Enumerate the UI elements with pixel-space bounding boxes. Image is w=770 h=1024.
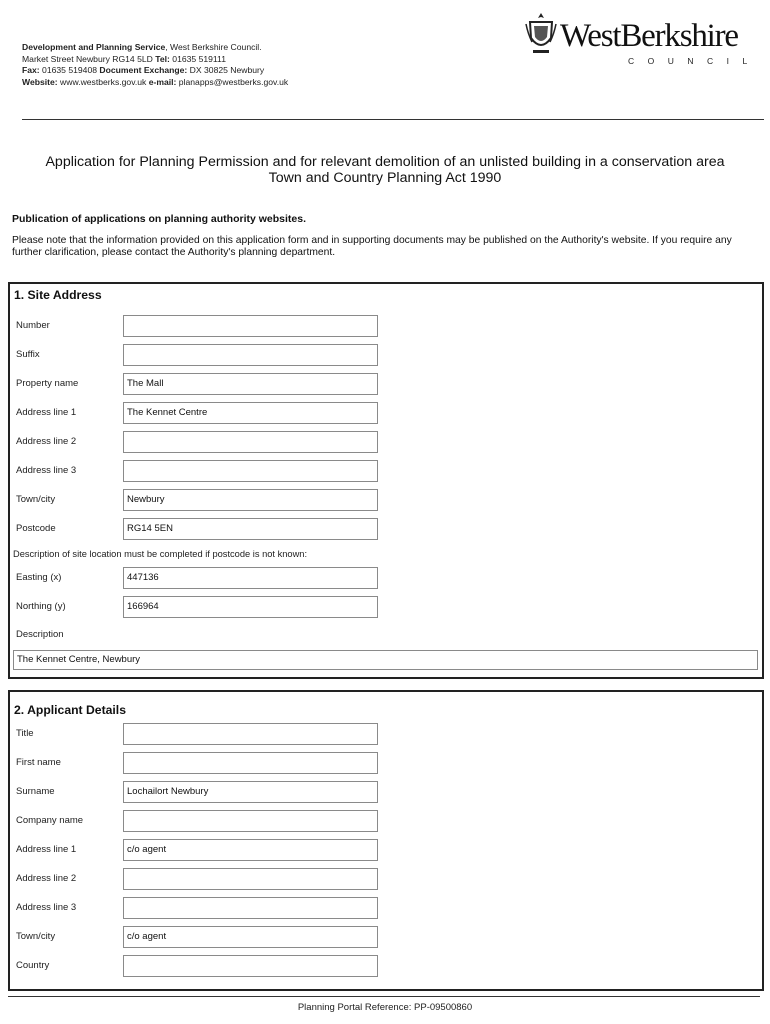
northing-input[interactable]: 166964 [123, 596, 378, 618]
applicant-address-line3-input[interactable] [123, 897, 378, 919]
applicant-surname-row [10, 781, 760, 805]
applicant-details-section [8, 690, 764, 991]
site-suffix-row [10, 344, 760, 368]
location-note: Description of site location must be completed if postcode is not known: [13, 549, 308, 559]
section-title: 2. Applicant Details [14, 703, 126, 717]
form-title [0, 154, 770, 186]
publication-notice: Please note that the information provided on this application form and in supporting documents may be published on the Authority's website. If you require any further clarification, please contact the Authority's planning department. [12, 235, 732, 258]
applicant-address-line2-input[interactable] [123, 868, 378, 890]
site-property-name-row [10, 373, 760, 397]
footer-divider [8, 996, 760, 997]
applicant-country-input[interactable] [123, 955, 378, 977]
applicant-first-name-row [10, 752, 760, 776]
field-label: Address line 2 [16, 436, 77, 447]
applicant-title-input[interactable] [123, 723, 378, 745]
site-postcode-row [10, 518, 760, 542]
easting-input[interactable]: 447136 [123, 567, 378, 589]
applicant-country-row [10, 955, 760, 979]
site-address-line3-row [10, 460, 760, 484]
field-label: Town/city [16, 494, 56, 505]
field-label: Address line 3 [16, 902, 77, 913]
applicant-address-line2-row [10, 868, 760, 892]
site-number-input[interactable] [123, 315, 378, 337]
field-label: Town/city [16, 931, 56, 942]
field-label: First name [16, 757, 61, 768]
site-address-line2-row [10, 431, 760, 455]
field-label: Address line 1 [16, 844, 77, 855]
portal-reference: Planning Portal Reference: PP-09500860 [297, 1002, 473, 1013]
council-contact-block [22, 42, 288, 88]
field-label: Easting (x) [16, 572, 62, 583]
field-label: Surname [16, 786, 55, 797]
applicant-company-input[interactable] [123, 810, 378, 832]
header-divider [22, 119, 764, 120]
field-label: Property name [16, 378, 79, 389]
site-address-line1-input[interactable]: The Kennet Centre [123, 402, 378, 424]
field-label: Northing (y) [16, 601, 66, 612]
site-postcode-input[interactable]: RG14 5EN [123, 518, 378, 540]
applicant-address-line1-input[interactable]: c/o agent [123, 839, 378, 861]
site-town-row [10, 489, 760, 513]
contact-line-4: Website: www.westberks.gov.uk e-mail: planapps@westberks.gov.uk [22, 76, 289, 87]
field-label: Title [16, 728, 34, 739]
site-address-line3-input[interactable] [123, 460, 378, 482]
applicant-title-row [10, 723, 760, 747]
site-town-input[interactable]: Newbury [123, 489, 378, 511]
applicant-company-row [10, 810, 760, 834]
field-label: Suffix [16, 349, 40, 360]
site-suffix-input[interactable] [123, 344, 378, 366]
field-label: Address line 1 [16, 407, 77, 418]
applicant-surname-input[interactable]: Lochailort Newbury [123, 781, 378, 803]
field-label: Address line 3 [16, 465, 77, 476]
logo-council-text: COUNCIL [628, 56, 761, 66]
logo-wordmark: WestBerkshire [560, 18, 738, 54]
contact-line-1: Development and Planning Service, West Berkshire Council. [22, 42, 262, 52]
field-label: Company name [16, 815, 84, 826]
site-number-row [10, 315, 760, 339]
applicant-town-row [10, 926, 760, 950]
field-label: Number [16, 320, 50, 331]
applicant-address-line3-row [10, 897, 760, 921]
crest-icon [524, 12, 558, 56]
form-title-line-1: Application for Planning Permission and for relevant demolition of an unlisted building in a conservation area [45, 154, 725, 170]
applicant-first-name-input[interactable] [123, 752, 378, 774]
applicant-address-line1-row [10, 839, 760, 863]
field-label: Postcode [16, 523, 56, 534]
easting-row [10, 567, 760, 591]
applicant-town-input[interactable]: c/o agent [123, 926, 378, 948]
council-logo [524, 12, 760, 70]
site-address-line2-input[interactable] [123, 431, 378, 453]
form-title-line-2: Town and Country Planning Act 1990 [268, 170, 502, 186]
field-label: Country [16, 960, 50, 971]
contact-line-2: Market Street Newbury RG14 5LD Tel: 01635 519111 [22, 53, 226, 64]
site-address-line1-row [10, 402, 760, 426]
section-title: 1. Site Address [14, 288, 102, 302]
site-address-section [8, 282, 764, 679]
publication-heading: Publication of applications on planning authority websites. [12, 213, 307, 225]
contact-line-3: Fax: 01635 519408 Document Exchange: DX 30825 Newbury [22, 65, 265, 76]
description-input[interactable]: The Kennet Centre, Newbury [13, 650, 758, 670]
site-property-name-input[interactable]: The Mall [123, 373, 378, 395]
field-label: Address line 2 [16, 873, 77, 884]
northing-row [10, 596, 760, 620]
description-label: Description [16, 629, 64, 640]
